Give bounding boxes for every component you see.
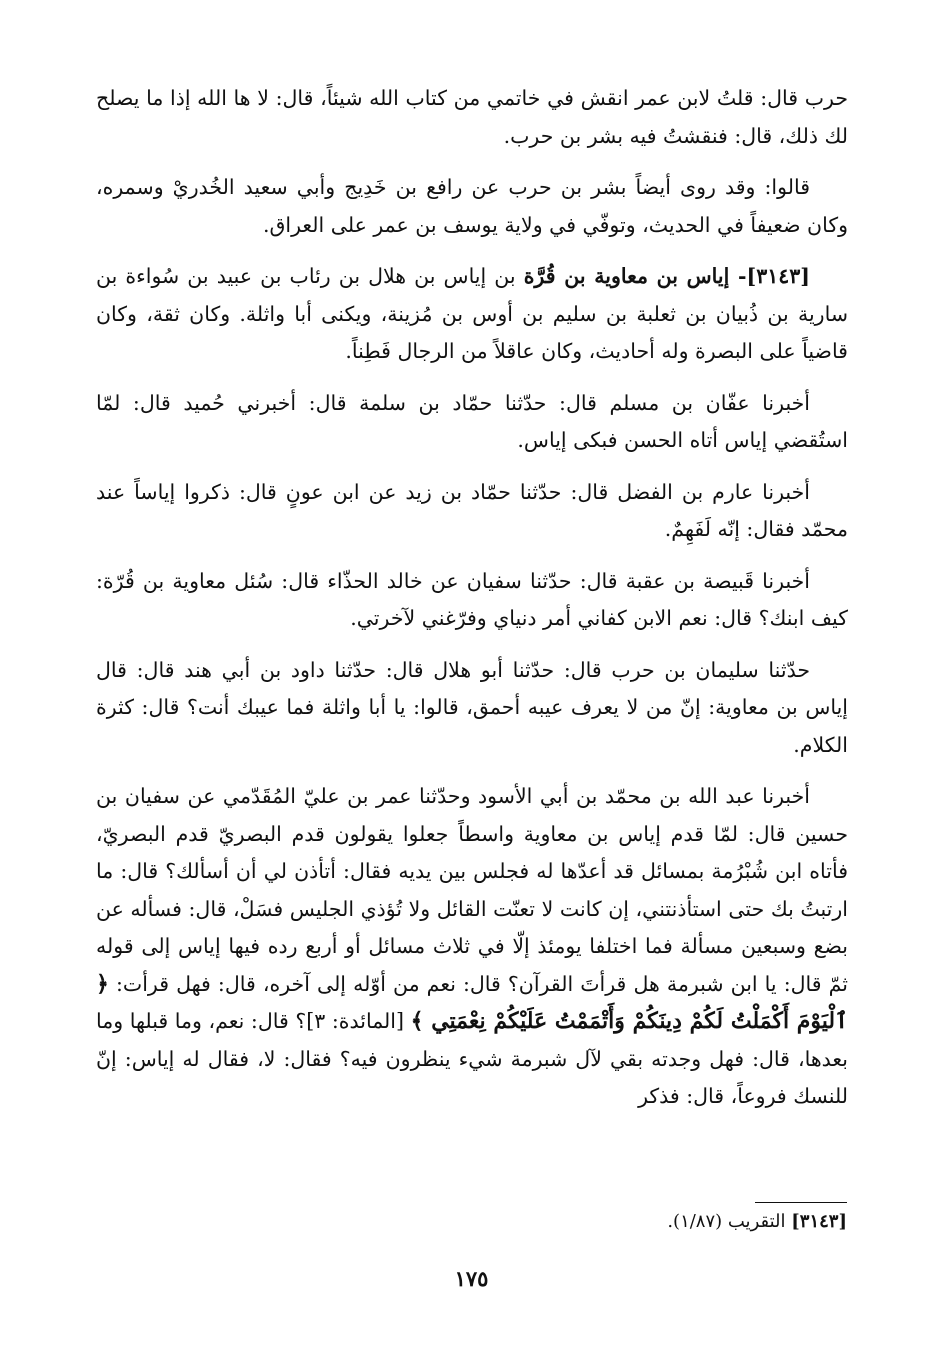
paragraph-1: حرب قال: قلتُ لابن عمر انقش في خاتمي من كتاب الله شيئاً، قال: لا ها الله إذا ما يصلح لك ذلك، قال: فنقشتُ فيه بشر بن حرب.: [96, 86, 848, 148]
paragraph-7: حدّثنا سليمان بن حرب قال: حدّثنا أبو هلال قال: حدّثنا داود بن أبي هند قال: قال إياس بن معاوية: إنّ من لا يعرف عيبه أحمق، قالوا: يا أبا واثلة فما عيبك أنت؟ قال: كثرة الكلام.: [96, 657, 848, 757]
paragraph-6: أخبرنا قَبيصة بن عقبة قال: حدّثنا سفيان عن خالد الحذّاء قال: سُئل معاوية بن قُرّة: كيف ابنك؟ قال: نعم الابن كفاني أمر دنياي وفرّغني لآخرتي.: [96, 568, 848, 630]
paragraph-4: أخبرنا عفّان بن مسلم قال: حدّثنا حمّاد بن سلمة قال: أخبرني حُميد قال: لمّا استُقضي إياس أتاه الحسن فبكى إياس.: [96, 390, 848, 452]
paragraph-5: أخبرنا عارم بن الفضل قال: حدّثنا حمّاد بن زيد عن ابن عونٍ قال: ذكروا إياساً عند محمّد فقال: إنّه لَفَهِمٌ.: [96, 479, 848, 541]
quran-verse: ﴿ ٱلْيَوْمَ أَكْمَلْتُ لَكُمْ دِينَكُمْ وَأَتْمَمْتُ عَلَيْكُمْ نِعْمَتِي ﴾: [96, 970, 848, 1034]
footnote: [447, 1207, 847, 1237]
entry-text: بن إياس بن هلال بن رئاب بن عبيد بن سُواءة بن سارية بن ذُبيان بن ثعلبة بن سليم بن أوس بن مُزينة، ويكنى أبا واثلة. وكان ثقة، وكان قاضياً على البصرة وله أحاديث، وكان عاقلاً من الرجال فَطِناً.: [96, 264, 848, 363]
page-number: ١٧٥: [454, 1266, 489, 1291]
entry-3143: [96, 258, 848, 371]
paragraph-8: [96, 778, 848, 1116]
footnote-divider: [755, 1202, 847, 1203]
footnote-text: التقريب (١/٨٧).: [667, 1211, 786, 1232]
page-body: [96, 80, 848, 1126]
paragraph-8-tail: [المائدة: ٣]؟ قال: نعم، وما قبلها وما بعدها، قال: فهل وجدته بقي لآل شبرمة شيء ينظرون فيه؟ فقال: لا، فقال له إياس: إنّ للنسك فروعاً، قال: فذكر: [96, 1009, 848, 1108]
footnote-ref: [٣١٤٣]: [791, 1211, 847, 1232]
paragraph-8-text: أخبرنا عبد الله بن محمّد بن أبي الأسود وحدّثنا عمر بن عليّ المُقَدّمي عن سفيان بن حسين قال: لمّا قدم إياس بن معاوية واسطاً جعلوا يقولون قدم البصريّ قدم البصريّ، فأتاه ابن شُبْرُمة بمسائل قد أعدّها له فجلس بين يديه فقال: أتأذن لي أن أسألك؟ قال: ما ارتبتُ بك حتى استأذنتني، إن كانت لا تعنّت القائل ولا تُؤذي الجليس فسَلْ، قال: فسأله عن بضع وسبعين مسألة فما اختلفا يومئذ إلّا في ثلاث مسائل أو أربع رده فيها إياس إلى قوله ثمّ قال: يا ابن شبرمة هل قرأتَ القرآن؟ قال: نعم من أوّله إلى آخره، قال: فهل قرأت:: [96, 784, 848, 996]
paragraph-2: قالوا: وقد روى أيضاً بشر بن حرب عن رافع بن خَدِيج وأبي سعيد الخُدريْ وسمره، وكان ضعيفاً في الحديث، وتوفّي في ولاية يوسف بن عمر على العراق.: [96, 175, 848, 237]
entry-heading: [٣١٤٣]- إياس بن معاوية بن قُرَّة: [523, 264, 810, 288]
